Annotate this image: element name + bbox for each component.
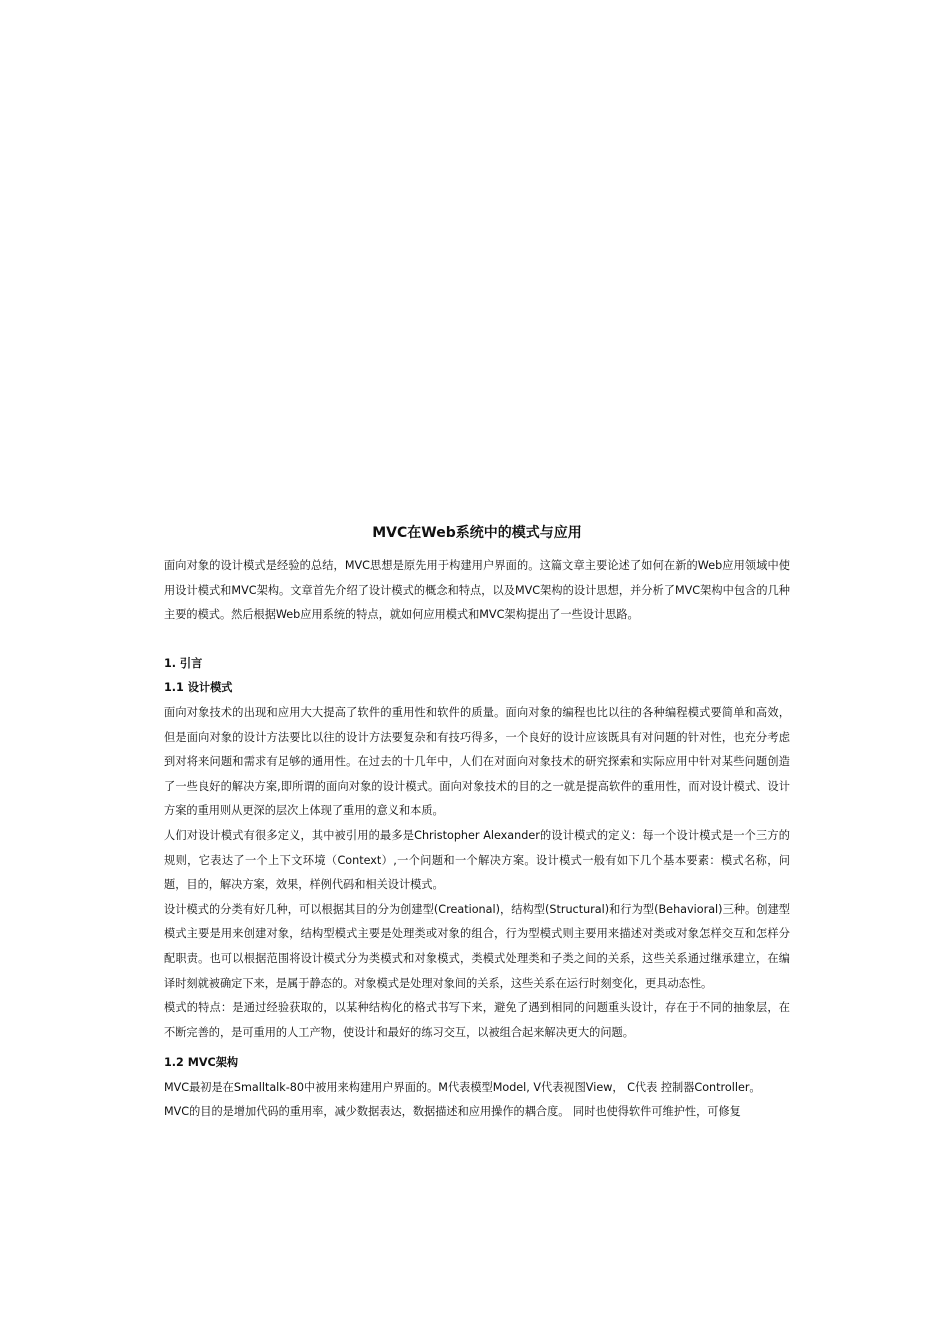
document-body [164, 520, 790, 1125]
body-paragraph: MVC的目的是增加代码的重用率，减少数据表达，数据描述和应用操作的耦合度。 同时也使得软件可维护性，可修复 [164, 1105, 741, 1119]
section-heading-design-patterns: 1.1 设计模式 [164, 681, 233, 695]
section-heading-introduction: 1. 引言 [164, 656, 203, 670]
section-heading-mvc-architecture: 1.2 MVC架构 [164, 1056, 239, 1070]
body-paragraph: 设计模式的分类有好几种，可以根据其目的分为创建型(Creational)，结构型(Structural)和行为型(Behavioral)三种。创建型模式主要是用来创建对象，结构型模式主要是处理类或对象的组合，行为型模式则主要用来描述对类或对象怎样交互和怎样分配职责。也可以根据范围将设计模式分为类模式和对象模式，类模式处理类和子类之间的关系，这些关系通过继承建立，在编译时刻就被确定下来，是属于静态的。对象模式是处理对象间的关系，这些关系在运行时刻变化，更具动态性。 [164, 902, 790, 990]
abstract-paragraph: 面向对象的设计模式是经验的总结，MVC思想是原先用于构建用户界面的。这篇文章主要论述了如何在新的Web应用领域中使用设计模式和MVC架构。文章首先介绍了设计模式的概念和特点，以及MVC架构的设计思想，并分析了MVC架构中包含的几种主要的模式。然后根据Web应用系统的特点，就如何应用模式和MVC架构提出了一些设计思路。 [164, 559, 790, 622]
body-paragraph: 面向对象技术的出现和应用大大提高了软件的重用性和软件的质量。面向对象的编程也比以往的各种编程模式要简单和高效，但是面向对象的设计方法要比以往的设计方法要复杂和有技巧得多，一个良好的设计应该既具有对问题的针对性，也充分考虑到对将来问题和需求有足够的通用性。在过去的十几年中，人们在对面向对象技术的研究探索和实际应用中针对某些问题创造了一些良好的解决方案,即所谓的面向对象的设计模式。面向对象技术的目的之一就是提高软件的重用性，而对设计模式、设计方案的重用则从更深的层次上体现了重用的意义和本质。 [164, 705, 790, 818]
document-title: MVC在Web系统中的模式与应用 [372, 525, 582, 541]
body-paragraph: 人们对设计模式有很多定义，其中被引用的最多是Christopher Alexander的设计模式的定义：每一个设计模式是一个三方的规则，它表达了一个上下文环境（Context）,一个问题和一个解决方案。设计模式一般有如下几个基本要素：模式名称，问题，目的，解决方案，效果，样例代码和相关设计模式。 [164, 828, 790, 892]
body-paragraph: MVC最初是在Smalltalk-80中被用来构建用户界面的。M代表模型Model, V代表视图View， C代表 控制器Controller。 [164, 1080, 761, 1094]
body-paragraph: 模式的特点：是通过经验获取的，以某种结构化的格式书写下来，避免了遇到相同的问题重头设计，存在于不同的抽象层，在不断完善的，是可重用的人工产物，使设计和最好的练习交互，以被组合起来解决更大的问题。 [164, 1001, 790, 1039]
